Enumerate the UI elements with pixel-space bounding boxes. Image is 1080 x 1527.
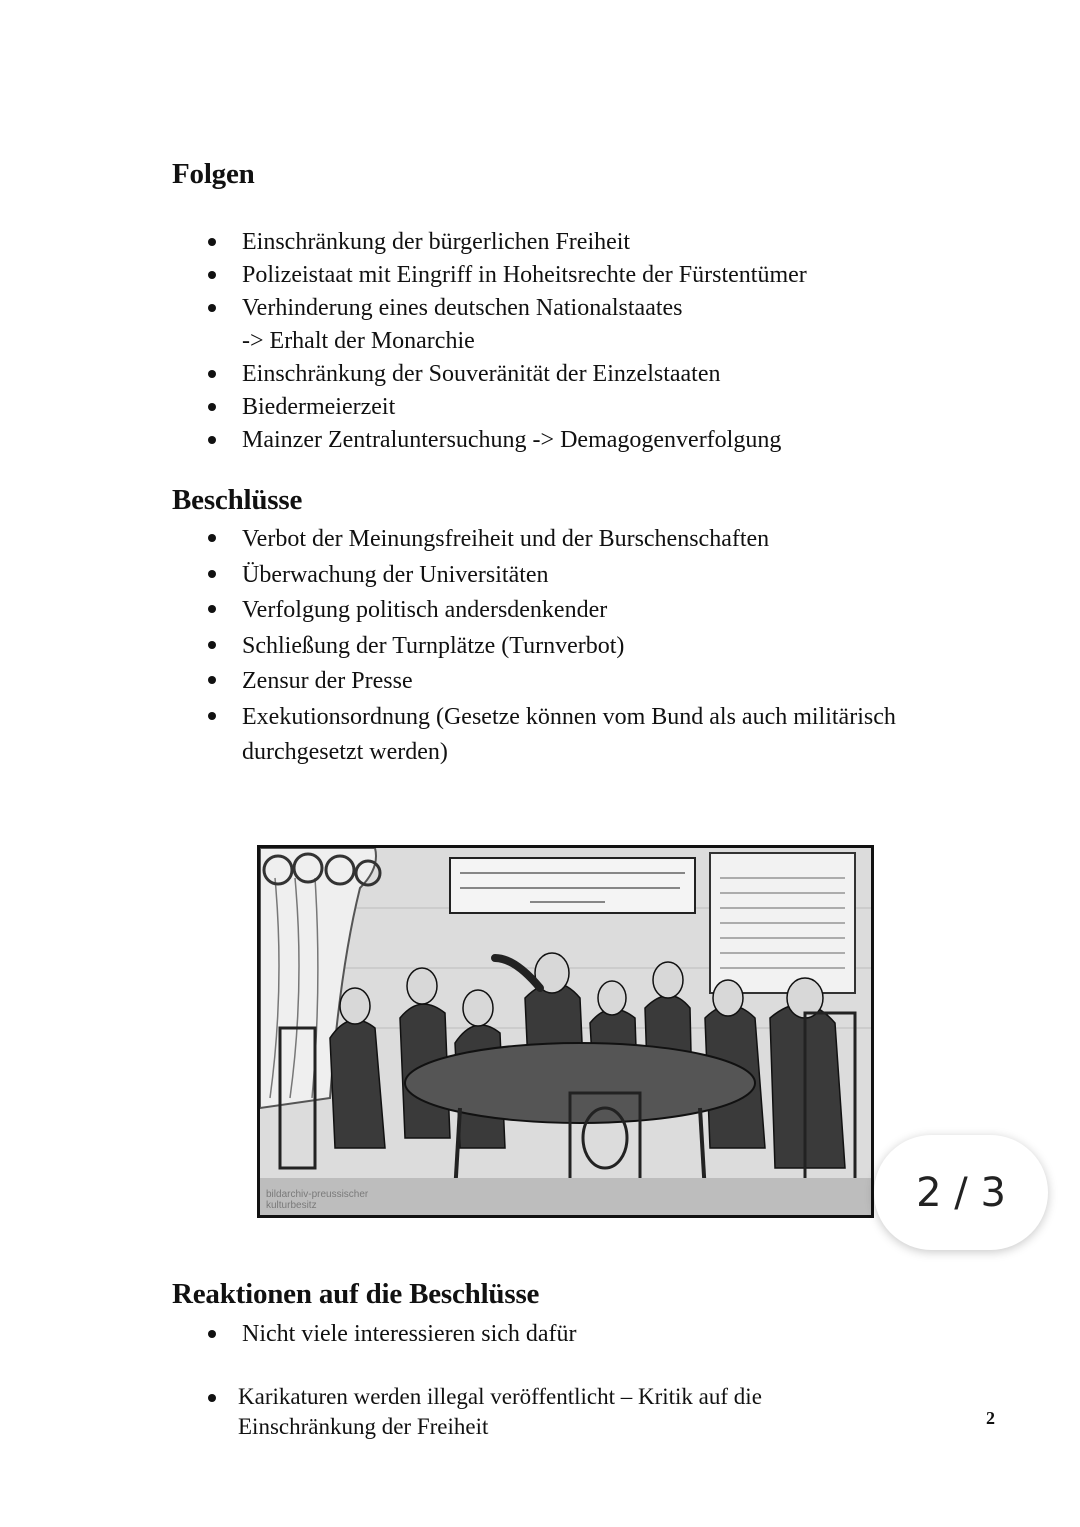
list-item: Zensur der Presse (205, 664, 1025, 700)
section-title-beschluesse: Beschlüsse (172, 484, 303, 516)
list-item: Verfolgung politisch andersdenkender (205, 593, 1025, 629)
list-item: Verbot der Meinungsfreiheit und der Burschenschaften (205, 522, 1025, 558)
section-title-folgen: Folgen (172, 158, 255, 190)
list-item: Biedermeierzeit (205, 391, 1025, 424)
list-item: Überwachung der Universitäten (205, 558, 1025, 594)
reaktionen-list (205, 1318, 1025, 1351)
folgen-list (205, 226, 1025, 457)
section-title-reaktionen: Reaktionen auf die Beschlüsse (172, 1278, 540, 1310)
page-indicator-badge[interactable]: 2 / 3 (874, 1135, 1048, 1250)
caricature-drawing (260, 848, 871, 1215)
list-item: Mainzer Zentraluntersuchung -> Demagogenverfolgung (205, 424, 1025, 457)
image-watermark: bildarchiv-preussischer kulturbesitz (266, 1189, 369, 1211)
list-item: Exekutionsordnung (Gesetze können vom Bund als auch militärisch durchgesetzt werden) (205, 700, 1025, 771)
list-item: Einschränkung der bürgerlichen Freiheit (205, 226, 1025, 259)
list-item: Schließung der Turnplätze (Turnverbot) (205, 629, 1025, 665)
list-item: Polizeistaat mit Eingriff in Hoheitsrechte der Fürstentümer (205, 259, 1025, 292)
beschluesse-list (205, 522, 1025, 771)
list-item: Verhinderung eines deutschen Nationalstaates -> Erhalt der Monarchie (205, 292, 1025, 358)
caricature-image (257, 845, 874, 1218)
list-item: Einschränkung der Souveränität der Einzelstaaten (205, 358, 1025, 391)
list-item-continuation: -> Erhalt der Monarchie (242, 328, 475, 354)
list-item: Karikaturen werden illegal veröffentlicht – Kritik auf die Einschränkung der Freiheit (205, 1382, 805, 1442)
reaktionen-list-2 (205, 1382, 805, 1442)
page-number: 2 (986, 1408, 995, 1428)
list-item: Nicht viele interessieren sich dafür (205, 1318, 1025, 1351)
